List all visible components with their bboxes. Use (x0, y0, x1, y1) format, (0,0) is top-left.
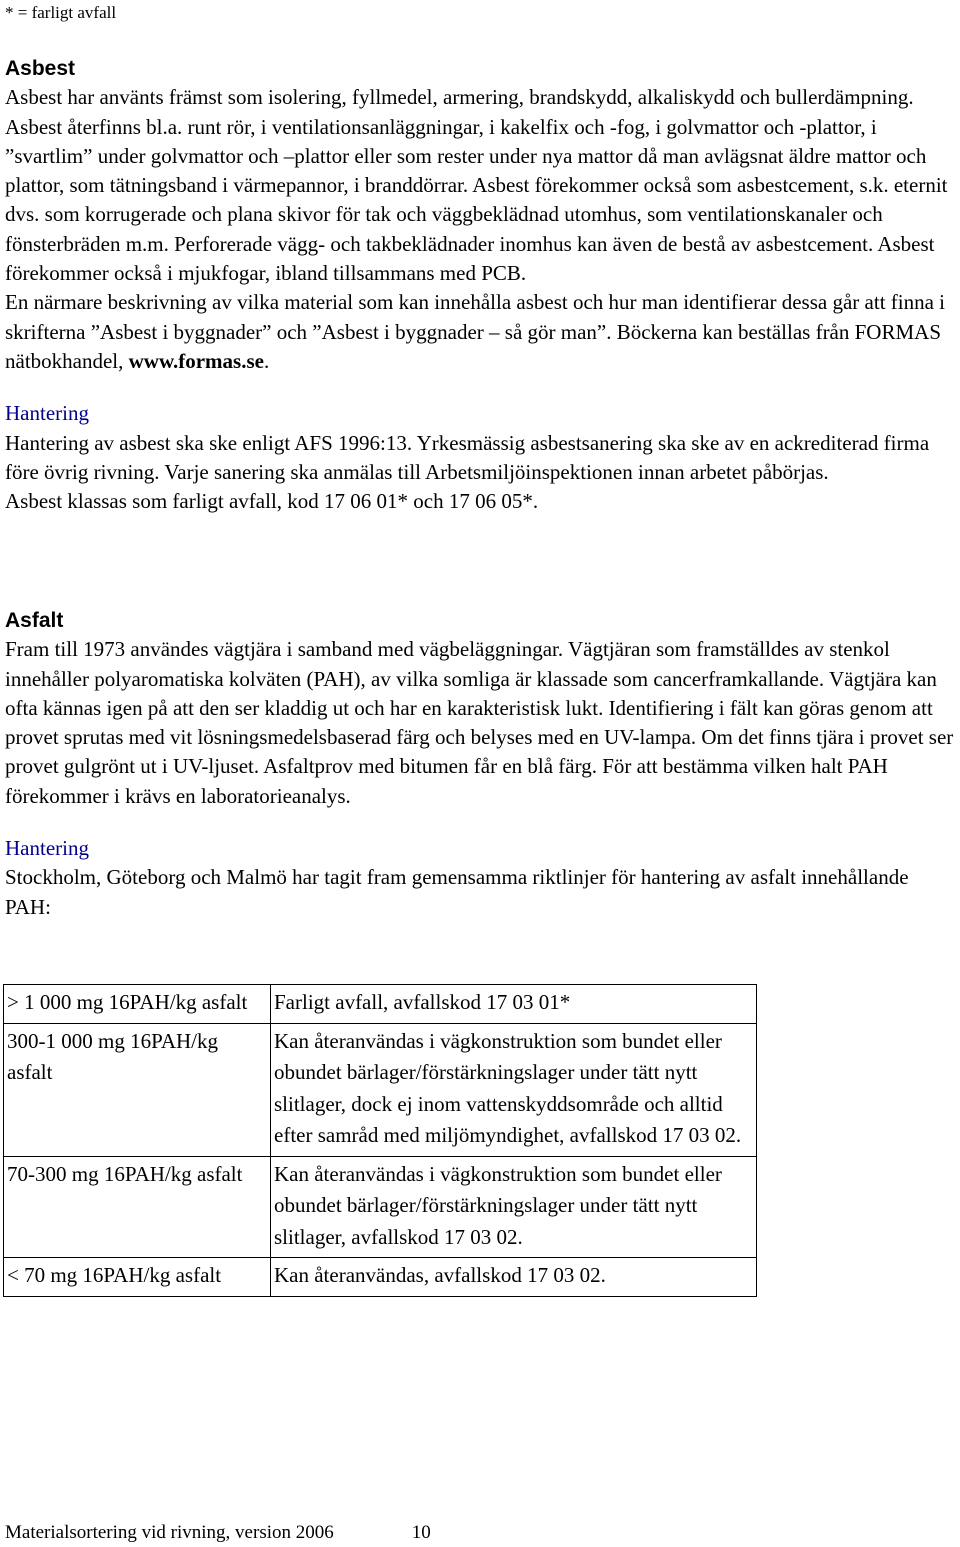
pah-level-cell: > 1 000 mg 16PAH/kg asfalt (4, 985, 271, 1024)
asfalt-description: Fram till 1973 användes vägtjära i samband med vägbeläggningar. Vägtjäran som framställdes av stenkol innehåller polyaromatiska kolväten (PAH), av vilka somliga är klassade som cancerframkallande. Vägtjära kan ofta kännas igen på att den ser kladdig ut och har en karakteristisk lukt. Identifiering i fält kan göras genom att provet sprutas med vit lösningsmedelsbaserad färg och belyses med en UV-lampa. Om det finns tjära i provet ser provet gulgrönt ut i UV-ljuset. Asfaltprov med bitumen får en blå färg. För att bestämma vilken halt PAH förekommer i krävs en laboratorieanalys. (5, 637, 954, 808)
handling-cell: Kan återanvändas i vägkonstruktion som bundet eller obundet bärlager/förstärkningslager under tätt nytt slitlager, dock ej inom vattenskyddsområde och alltid efter samråd med miljömyndighet, avfallskod 17 03 02. (271, 1023, 757, 1156)
page-footer (5, 1518, 431, 1547)
asbest-handling-heading: Hantering (5, 401, 89, 426)
hazard-legend-note: * = farligt avfall (5, 3, 117, 22)
pah-level-cell: 300-1 000 mg 16PAH/kg asfalt (4, 1023, 271, 1156)
page-number: 10 (411, 1522, 431, 1543)
handling-cell: Kan återanvändas i vägkonstruktion som bundet eller obundet bärlager/förstärkningslager under tätt nytt slitlager, avfallskod 17 03 02. (271, 1156, 757, 1258)
pah-level-cell: 70-300 mg 16PAH/kg asfalt (4, 1156, 271, 1258)
asbest-classification: Asbest klassas som farligt avfall, kod 17 06 01* och 17 06 05*. (5, 489, 539, 514)
footer-document-title: Materialsortering vid rivning, version 2006 (5, 1522, 334, 1543)
asbest-heading: Asbest (5, 57, 76, 80)
pah-guideline-table (3, 984, 757, 1297)
asbest-references (5, 288, 957, 376)
asbest-section (5, 54, 957, 516)
asfalt-handling-heading: Hantering (5, 836, 89, 861)
asfalt-handling-text: Stockholm, Göteborg och Malmö har tagit fram gemensamma riktlinjer för hantering av asfalt innehållande PAH: (5, 865, 909, 919)
formas-link[interactable]: www.formas.se (128, 348, 264, 373)
asfalt-heading: Asfalt (5, 609, 64, 632)
asbest-references-end: . (263, 348, 270, 373)
asfalt-section (5, 606, 957, 922)
asbest-handling-text: Hantering av asbest ska ske enligt AFS 1996:13. Yrkesmässig asbestsanering ska ske av en ackrediterad firma före övrig rivning. Varje sanering ska anmälas till Arbetsmiljöinspektionen innan arbetet påbörjas. (5, 430, 930, 484)
pah-level-cell: < 70 mg 16PAH/kg asfalt (4, 1258, 271, 1297)
table-row (4, 1258, 757, 1297)
table-row (4, 1023, 757, 1156)
table-row (4, 985, 757, 1024)
handling-cell: Farligt avfall, avfallskod 17 03 01* (271, 985, 757, 1024)
table-row (4, 1156, 757, 1258)
asbest-description: Asbest har använts främst som isolering, fyllmedel, armering, brandskydd, alkaliskydd och bullerdämpning. Asbest återfinns bl.a. runt rör, i ventilationsanläggningar, i kakelfix och -fog, i golvmattor och -plattor, i ”svartlim” under golvmattor och –plattor eller som rester under nya mattor då man avlägsnat äldre mattor och plattor, som tätningsband i värmepannor, i branddörrar. Asbest förekommer också som asbestcement, s.k. eternit dvs. som korrugerade och plana skivor för tak och väggbeklädnad utomhus, som ventilationskanaler och fönsterbräden m.m. Perforerade vägg- och takbeklädnader inomhus kan även de bestå av asbestcement. Asbest förekommer också i mjukfogar, ibland tillsammans med PCB. (5, 85, 948, 286)
asbest-references-text: En närmare beskrivning av vilka material som kan innehålla asbest och hur man identifierar dessa går att finna i skrifterna ”Asbest i byggnader” och ”Asbest i byggnader – så gör man”. Böckerna kan beställas från FORMAS nätbokhandel, (5, 290, 946, 373)
handling-cell: Kan återanvändas, avfallskod 17 03 02. (271, 1258, 757, 1297)
